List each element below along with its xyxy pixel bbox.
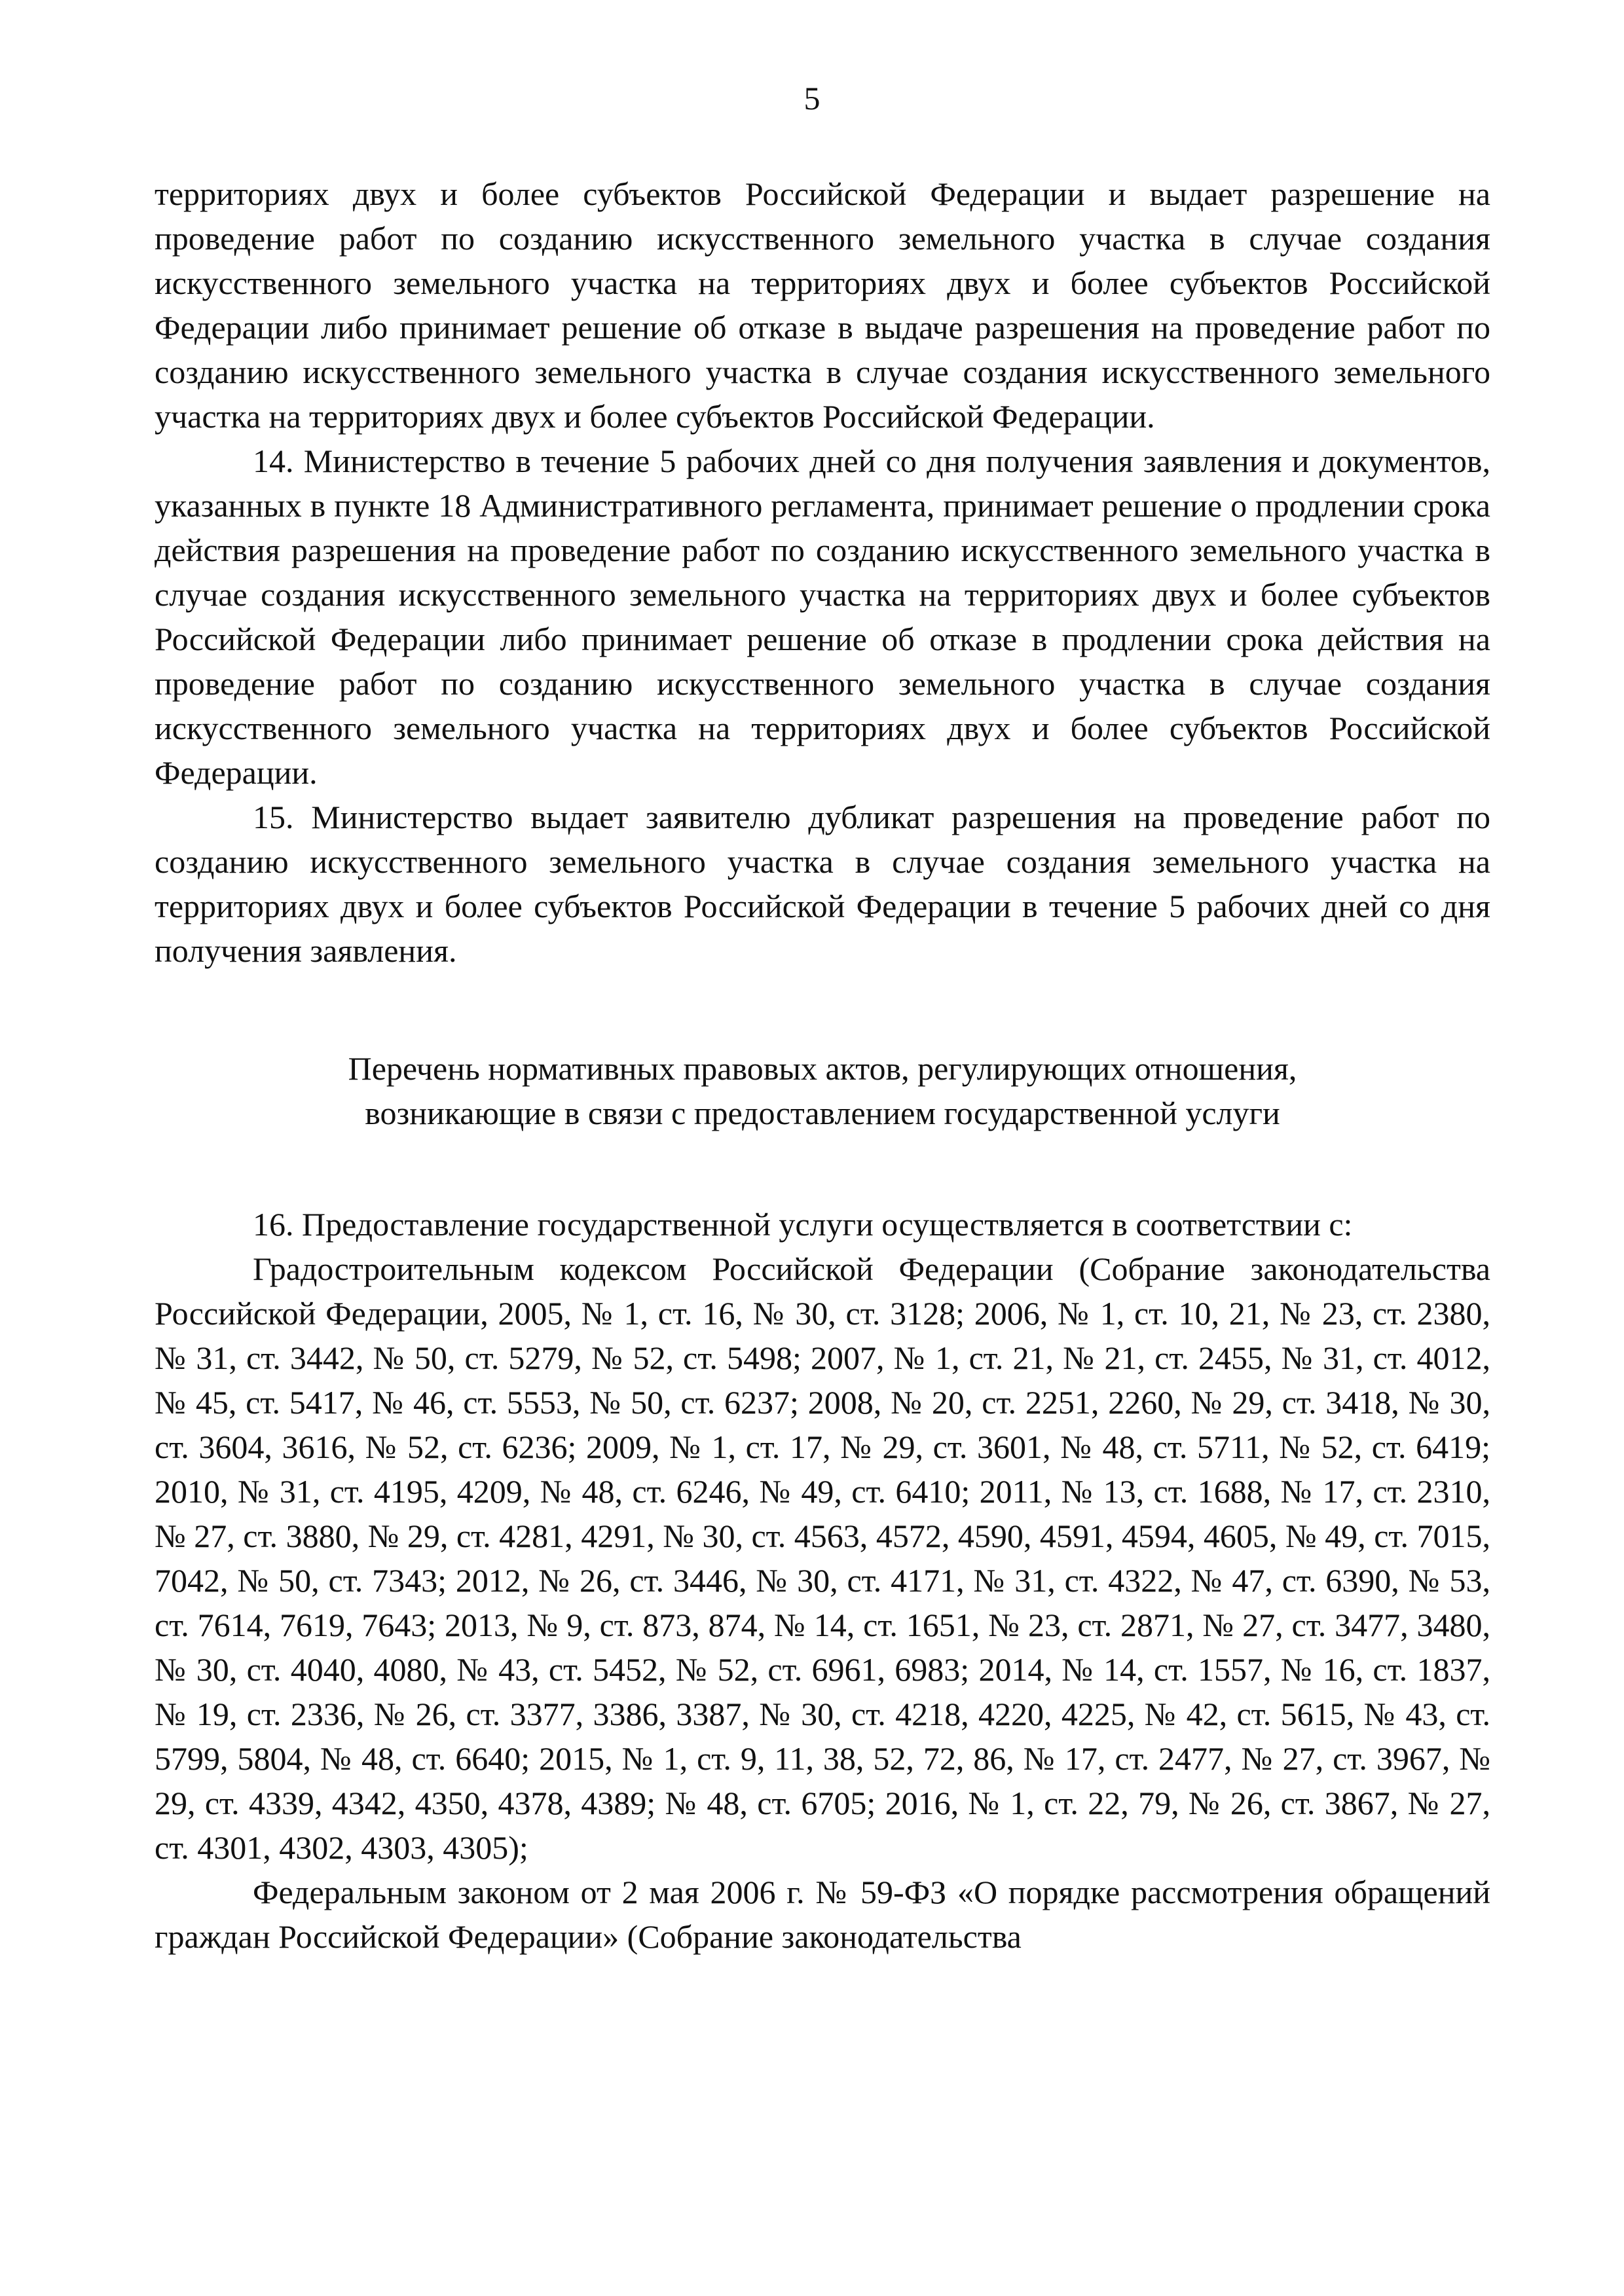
paragraph-14: 14. Министерство в течение 5 рабочих дней со дня получения заявления и документов, указанных в пункте 18 Административного регламента, принимает решение о продлении срока действия разрешения на проведение работ по созданию искусственного земельного участка в случае создания искусственного земельного участка на территориях двух и более субъектов Российской Федерации либо принимает решение об отказе в продлении срока действия на проведение работ по созданию искусственного земельного участка в случае создания искусственного земельного участка на территориях двух и более субъектов Российской Федерации. — [155, 443, 1490, 791]
paragraph-15: 15. Министерство выдает заявителю дубликат разрешения на проведение работ по созданию искусственного земельного участка в случае создания земельного участка на территориях двух и более субъектов Российской Федерации в течение 5 рабочих дней со дня получения заявления. — [155, 799, 1490, 969]
paragraph-federal-law-59: Федеральным законом от 2 мая 2006 г. № 59-ФЗ «О порядке рассмотрения обращений граждан Российской Федерации» (Собрание законодательства — [155, 1874, 1490, 1955]
document-body — [155, 172, 1490, 1959]
section-heading-line-2: возникающие в связи с предоставлением государственной услуги — [365, 1095, 1280, 1131]
page-number: 5 — [803, 80, 821, 117]
paragraph-town-planning-code: Градостроительным кодексом Российской Федерации (Собрание законодательства Российской Федерации, 2005, № 1, ст. 16, № 30, ст. 3128; 2006, № 1, ст. 10, 21, № 23, ст. 2380, № 31, ст. 3442, № 50, ст. 5279, № 52, ст. 5498; 2007, № 1, ст. 21, № 21, ст. 2455, № 31, ст. 4012, № 45, ст. 5417, № 46, ст. 5553, № 50, ст. 6237; 2008, № 20, ст. 2251, 2260, № 29, ст. 3418, № 30, ст. 3604, 3616, № 52, ст. 6236; 2009, № 1, ст. 17, № 29, ст. 3601, № 48, ст. 5711, № 52, ст. 6419; 2010, № 31, ст. 4195, 4209, № 48, ст. 6246, № 49, ст. 6410; 2011, № 13, ст. 1688, № 17, ст. 2310, № 27, ст. 3880, № 29, ст. 4281, 4291, № 30, ст. 4563, 4572, 4590, 4591, 4594, 4605, № 49, ст. 7015, 7042, № 50, ст. 7343; 2012, № 26, ст. 3446, № 30, ст. 4171, № 31, ст. 4322, № 47, ст. 6390, № 53, ст. 7614, 7619, 7643; 2013, № 9, ст. 873, 874, № 14, ст. 1651, № 23, ст. 2871, № 27, ст. 3477, 3480, № 30, ст. 4040, 4080, № 43, ст. 5452, № 52, ст. 6961, 6983; 2014, № 14, ст. 1557, № 16, ст. 1837, № 19, ст. 2336, № 26, ст. 3377, 3386, 3387, № 30, ст. 4218, 4220, 4225, № 42, ст. 5615, № 43, ст. 5799, 5804, № 48, ст. 6640; 2015, № 1, ст. 9, 11, 38, 52, 72, 86, № 17, ст. 2477, № 27, ст. 3967, № 29, ст. 4339, 4342, 4350, 4378, 4389; № 48, ст. 6705; 2016, № 1, ст. 22, 79, № 26, ст. 3867, № 27, ст. 4301, 4302, 4303, 4305); — [155, 1250, 1490, 1866]
paragraph-16: 16. Предоставление государственной услуги осуществляется в соответствии с: — [253, 1206, 1353, 1243]
section-heading — [155, 1046, 1490, 1135]
section-heading-line-1: Перечень нормативных правовых актов, регулирующих отношения, — [348, 1050, 1297, 1087]
paragraph-continuation: территориях двух и более субъектов Российской Федерации и выдает разрешение на проведение работ по созданию искусственного земельного участка в случае создания искусственного земельного участка на территориях двух и более субъектов Российской Федерации либо принимает решение об отказе в выдаче разрешения на проведение работ по созданию искусственного земельного участка в случае создания искусственного земельного участка на территориях двух и более субъектов Российской Федерации. — [155, 175, 1490, 435]
